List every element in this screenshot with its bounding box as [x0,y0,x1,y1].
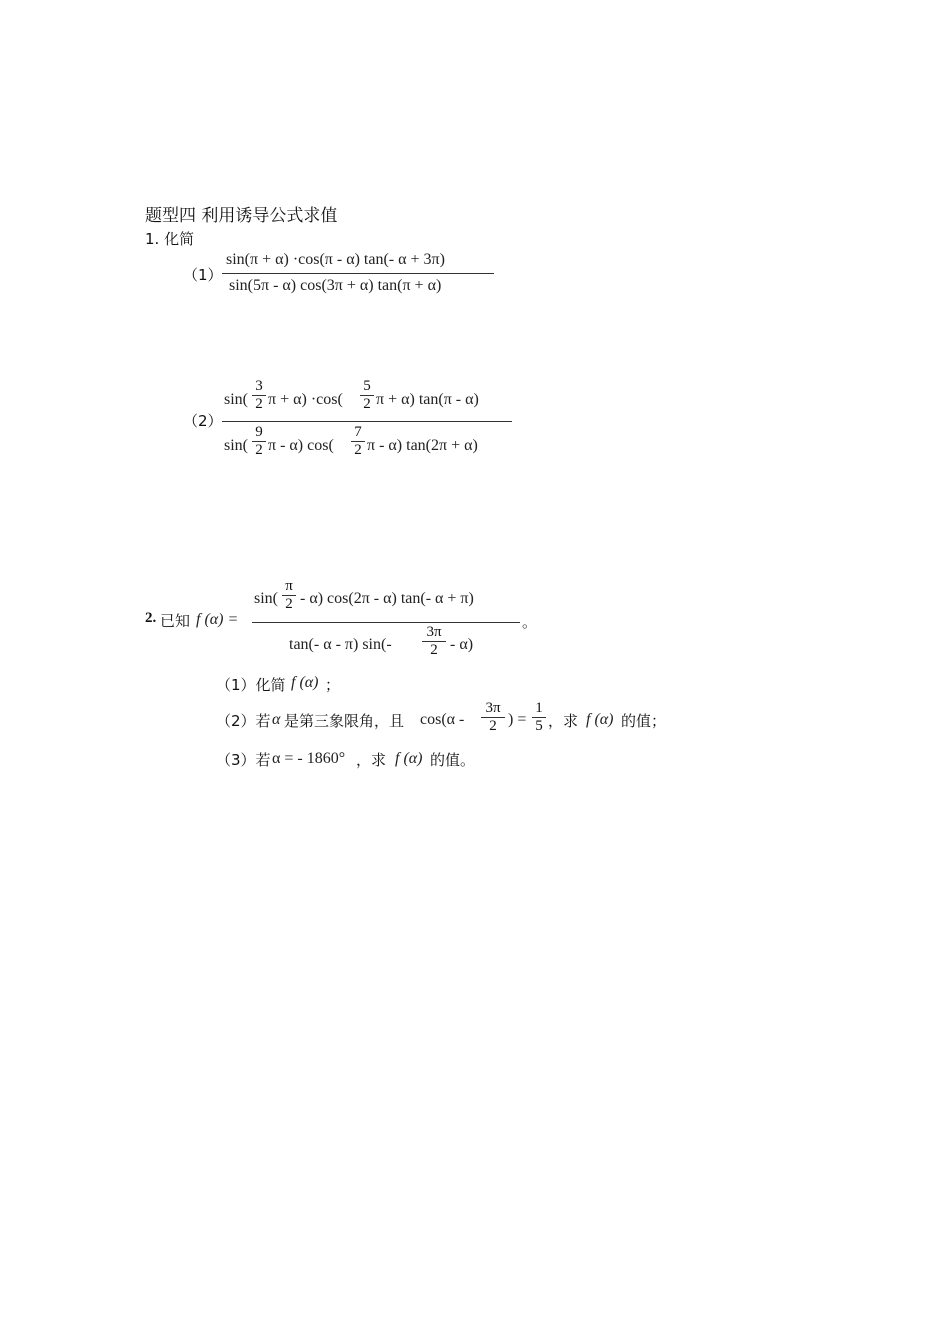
q2-sub2-text: 是第三象限角，且 [284,712,405,730]
q2-end-mark: 。 [522,613,538,631]
frac-denominator: 2 [489,718,497,734]
frac-numerator: 3 [255,378,263,394]
q1-part1-label: （1） [183,266,223,284]
q2-den-frac [422,625,446,658]
q2-den-tan-sin: tan(- α - π) sin(- [289,636,392,653]
q2-sub2-end: 的值； [621,712,667,730]
q1-part2-den-frac1 [252,425,266,458]
frac-numerator: 3π [485,700,501,716]
q2-sub3-label: （3）若 [216,751,271,769]
q1-part2-den-sin: sin( [224,437,248,454]
q2-sub1-expr: f (α) [291,674,319,691]
frac-denominator: 2 [354,442,362,458]
q1-part1-fraction-bar [222,273,494,274]
q2-sub2-frac [481,701,505,734]
frac-denominator: 2 [285,596,293,612]
q2-fraction-bar [252,622,520,623]
frac-denominator: 2 [255,396,263,412]
q2-sub2-alpha: α [272,711,281,728]
question-2-text: 已知 [160,612,191,630]
q1-part1-denominator: sin(5π - α) cos(3π + α) tan(π + α) [229,277,442,294]
frac-numerator: 3π [426,624,442,640]
frac-denominator: 2 [255,442,263,458]
q2-sub3-text: ，求 [356,751,387,769]
q2-lhs: f (α) = [196,611,239,628]
q2-sub2-rhs-frac [532,701,546,734]
frac-denominator: 2 [363,396,371,412]
q1-part2-num-frac2 [360,379,374,412]
q2-num-sin: sin( [254,590,278,607]
q1-part2-den-middle: π - α) cos( [268,437,334,454]
q2-num-rest: - α) cos(2π - α) tan(- α + π) [300,590,474,607]
question-1-label: 1. 化简 [145,230,195,248]
frac-numerator: 5 [363,378,371,394]
q2-sub2-expr: f (α) [586,711,614,728]
frac-numerator: 1 [535,700,543,716]
q1-part2-num-frac1 [252,379,266,412]
frac-denominator: 2 [430,642,438,658]
q1-part2-den-end: π - α) tan(2π + α) [367,437,478,454]
q2-sub2-text2: ，求 [548,712,579,730]
frac-numerator: 9 [255,424,263,440]
q2-den-end: - α) [450,636,474,653]
q2-sub3-expr1: α = - 1860° [272,750,346,767]
section-title: 题型四 利用诱导公式求值 [145,206,338,226]
frac-numerator: 7 [354,424,362,440]
q2-sub2-label: （2）若 [216,712,271,730]
frac-denominator: 5 [535,718,543,734]
q2-sub2-cos-close: ) = [508,711,527,728]
q1-part2-label: （2） [183,412,223,430]
frac-numerator: π [285,578,293,594]
q1-part2-fraction-bar [222,421,512,422]
q1-part2-den-frac2 [351,425,365,458]
q2-sub1-end: ； [325,676,341,694]
q2-sub3-end: 的值。 [430,751,476,769]
q2-sub2-cos: cos(α - [420,711,465,728]
q1-part2-num-end: π + α) tan(π - α) [376,391,479,408]
q1-part1-numerator: sin(π + α) ·cos(π - α) tan(- α + 3π) [226,251,445,268]
q2-num-frac [282,579,296,612]
q1-part2-num-sin: sin( [224,391,248,408]
q2-sub3-expr2: f (α) [395,750,423,767]
q2-sub1-label: （1）化简 [216,676,286,694]
q1-part2-num-middle: π + α) ·cos( [268,391,343,408]
question-2-label: 2. [145,610,157,626]
